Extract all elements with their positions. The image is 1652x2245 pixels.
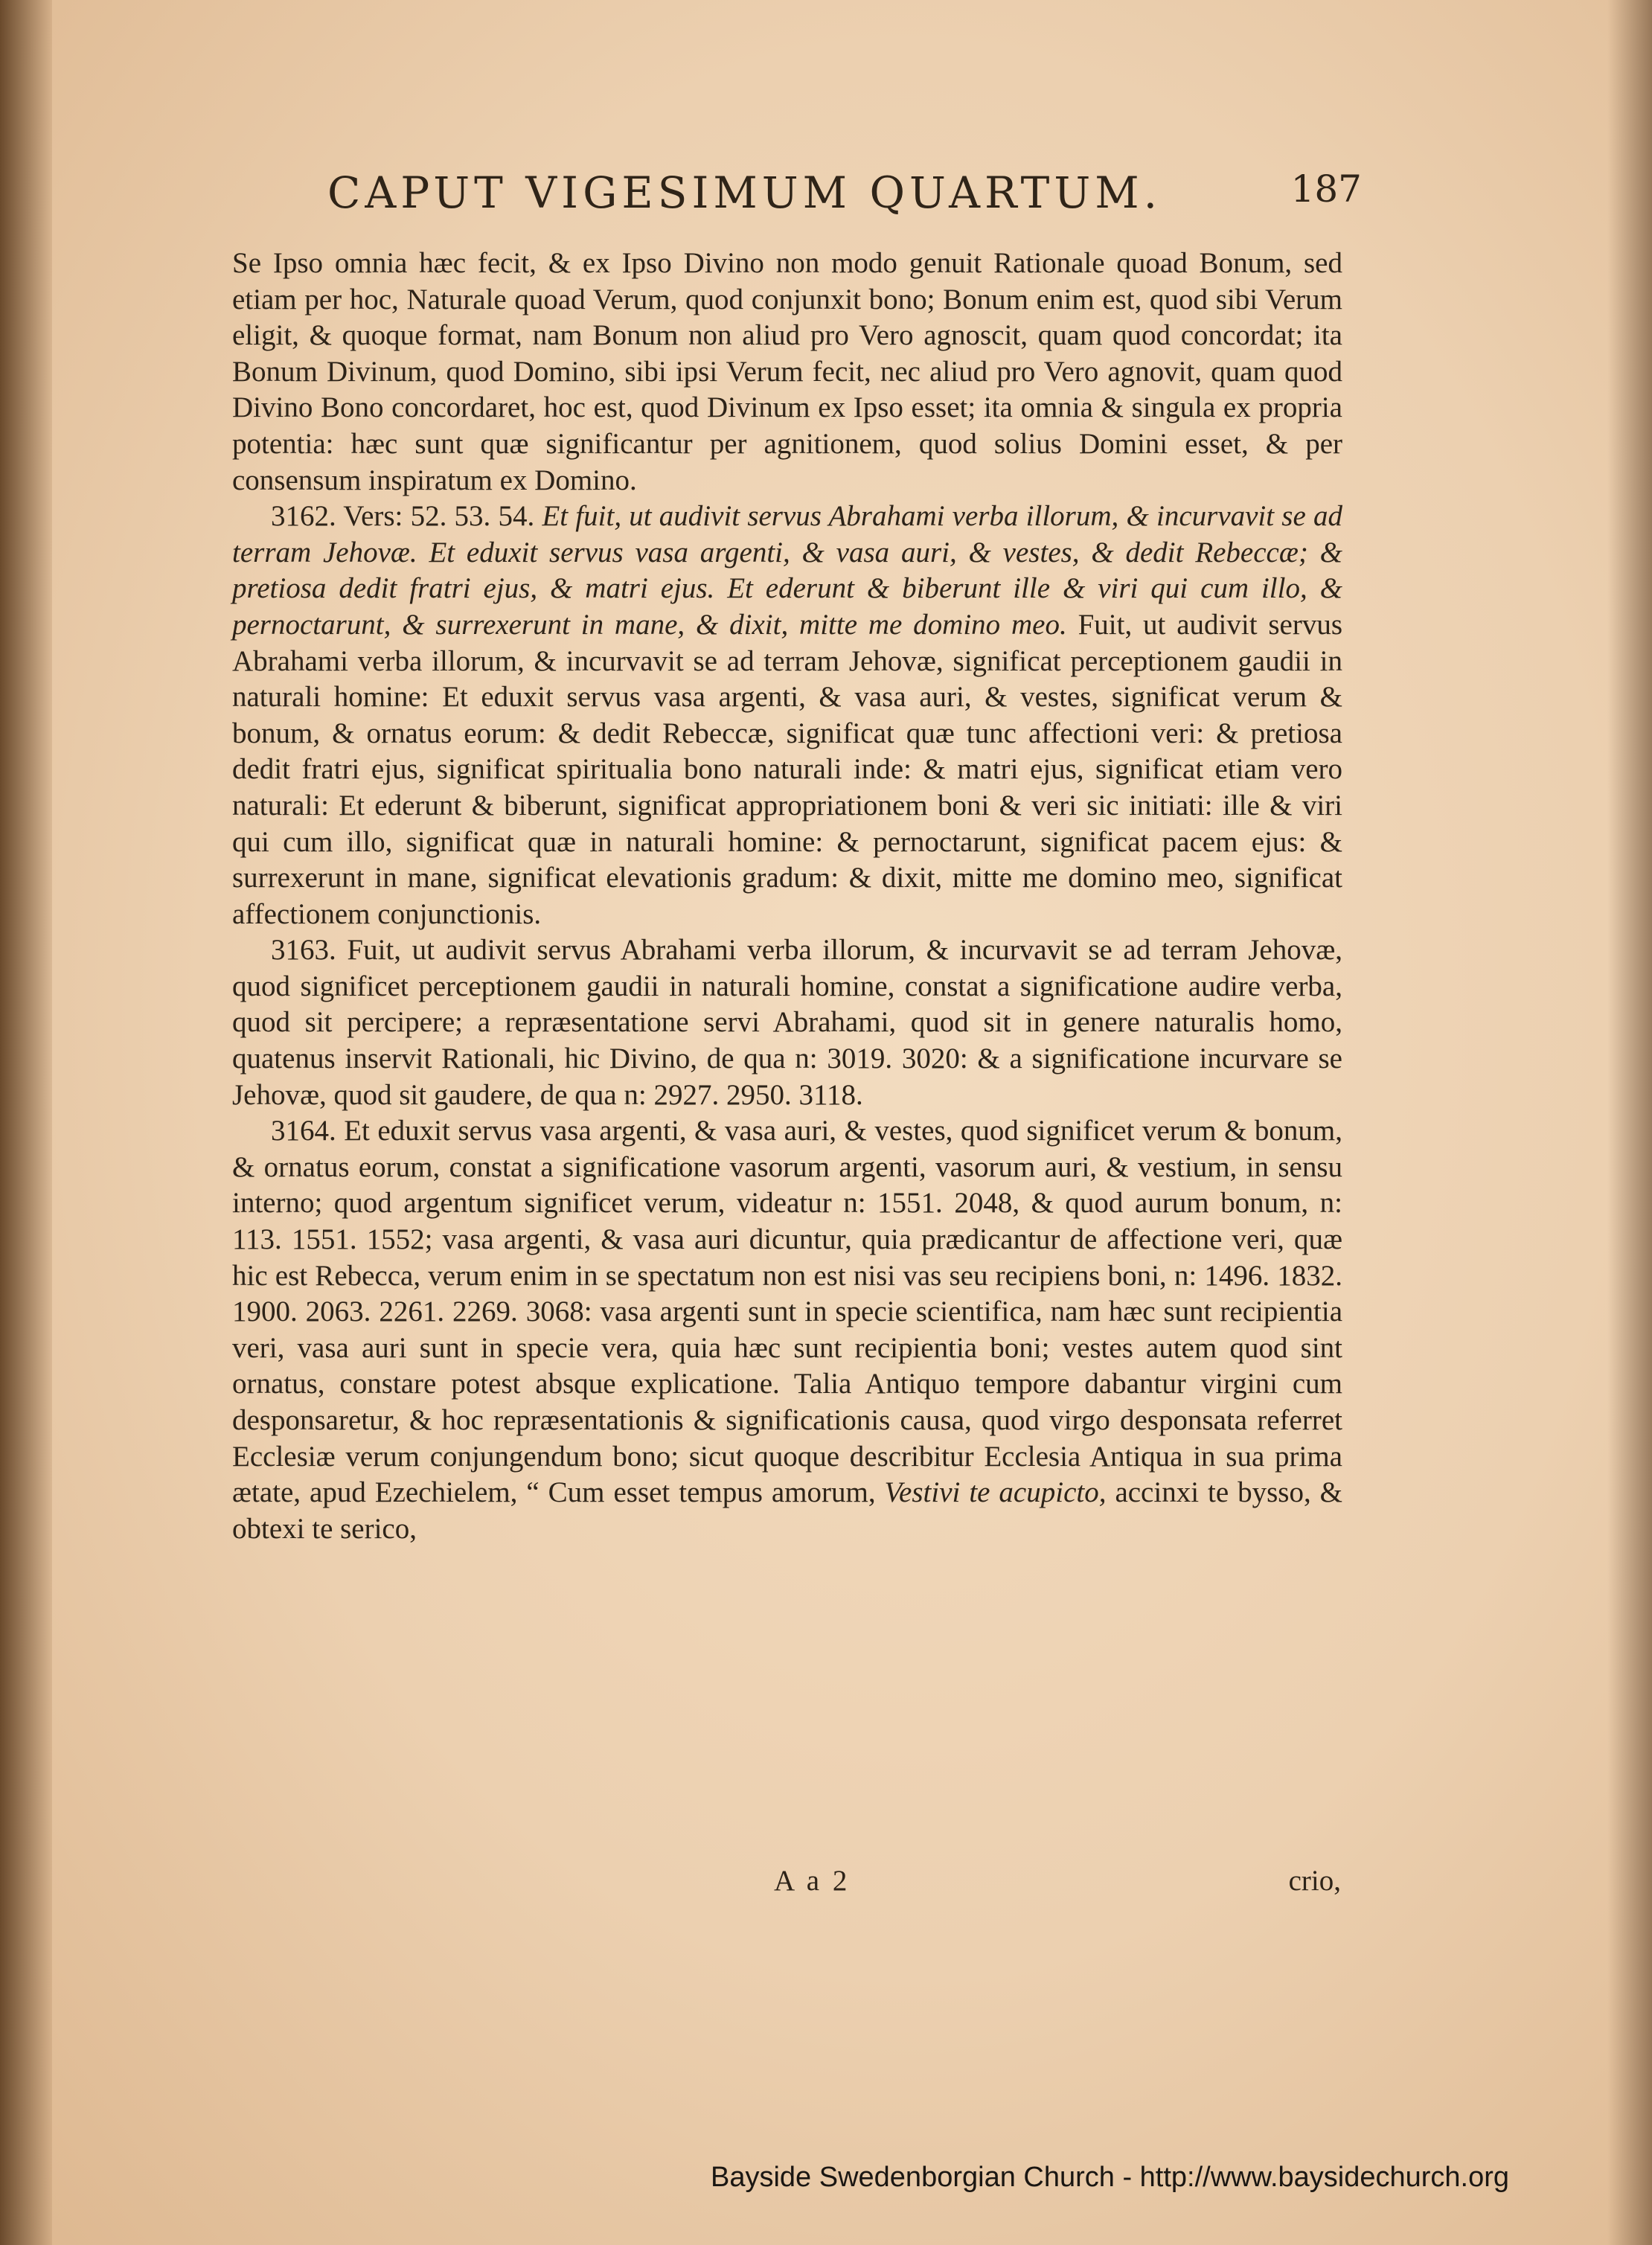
paragraph-3163: 3163. Fuit, ut audivit servus Abrahami verba illorum, & incurvavit se ad terram Jehovæ, quod significet perceptionem gaudii in naturali homine, constat a significatione audire verba, quod sit percipere; a repræsentatione servi Abrahami, quod sit in genere naturalis homo, quatenus inservit Rationali, hic Divino, de qua n: 3019. 3020: & a significatione incurvare se Jehovæ, quod sit gaudere, de qua n: 2927. 2950. 3118. [232,934,1342,1111]
source-banner: Bayside Swedenborgian Church - http://www.baysidechurch.org [711,2162,1510,2193]
paragraph-continuation: Se Ipso omnia hæc fecit, & ex Ipso Divino non modo genuit Rationale quoad Bonum, sed etiam per hoc, Naturale quoad Verum, quod conjunxit bono; Bonum enim est, quod sibi Verum eligit, & quoque format, nam Bonum non aliud pro Vero agnoscit, quam quod concordat; ita Bonum Divinum, quod Domino, sibi ipsi Verum fecit, nec aliud pro Vero agnovit, quam quod Divino Bono concordaret, hoc est, quod Divinum ex Ipso esset; ita omnia & singula ex propria potentia: hæc sunt quæ significantur per agnitionem, quod solius Domini esset, & per consensum inspiratum ex Domino. [232,247,1342,496]
paragraph-3162 [232,499,1342,932]
quotation-italic: Vestivi te acupicto, [884,1476,1107,1509]
paragraph-3164-text: 3164. Et eduxit servus vasa argenti, & vasa auri, & vestes, quod significet verum & bonum, & ornatus eorum, constat a significatione vasorum argenti, vasorum auri, & vestium, in sensu interno; quod argentum significet verum, videatur n: 1551. 2048, & quod aurum bonum, n: 113. 1551. 1552; vasa argenti, & vasa auri dicuntur, quia prædicantur de affectione veri, quæ hic est Rebecca, verum enim in se spectatum non est nisi vas seu recipiens boni, n: 1496. 1832. 1900. 2063. 2261. 2269. 3068: vasa argenti sunt in specie scientifica, nam hæc sunt recipientia veri, vasa auri sunt in specie vera, quia hæc sunt recipientia boni; vestes autem quod sint ornatus, constare potest absque explicatione. Talia Antiquo tempore dabantur virgini cum desponsaretur, & hoc repræsentationis & significationis causa, quod virgo desponsata referret Ecclesiæ verum conjungendum bono; sicut quoque describitur Ecclesia Antiqua in sua prima ætate, apud Ezechielem, “ Cum esset tempus amorum, [232,1115,1342,1509]
page-number: 187 [1290,167,1362,211]
paragraph-3162-text: Fuit, ut audivit servus Abrahami verba illorum, & incurvavit se ad terram Jehovæ, significat perceptionem gaudii in naturali homine: Et eduxit servus vasa argenti, & vasa auri, & vestes, significat verum & bonum, & ornatus eorum: & dedit Rebeccæ, significat quæ tunc affectioni veri: & pretiosa dedit fratri ejus, significat spiritualia bono naturali inde: & matri ejus, significat etiam vero naturali: Et ederunt & biberunt, significat appropriationem boni & veri sic initiati: ille & viri qui cum illo, significat quæ in naturali homine: & pernoctarunt, significat pacem ejus: & surrexerunt in mane, significat elevationis gradum: & dixit, mitte me domino meo, significat affectionem conjunctionis. [232,608,1343,930]
running-title: CAPUT VIGESIMUM QUARTUM. [327,167,1162,218]
verse-reference: 3162. Vers: 52. 53. 54. [271,500,535,533]
scripture-quotation: Et fuit, ut audivit servus Abrahami verba illorum, & incurvavit se ad terram Jehovæ. Et eduxit servus vasa argenti, & vasa auri, & vestes, & dedit Rebeccæ; & pretiosa dedit fratri ejus, & matri ejus. Et ederunt & biberunt ille & viri qui cum illo, & pernoctarunt, & surrexerunt in mane, & dixit, mitte me domino meo. [232,500,1342,641]
signature-mark: A a 2 [774,1865,851,1897]
page-header [327,167,1362,227]
catchword: crio, [1288,1865,1341,1897]
paragraph-3164-end: accinxi te bysso, & obtexi te serico, [232,1476,1343,1545]
body-text [232,246,1342,1868]
paragraph-3164 [232,1113,1342,1547]
